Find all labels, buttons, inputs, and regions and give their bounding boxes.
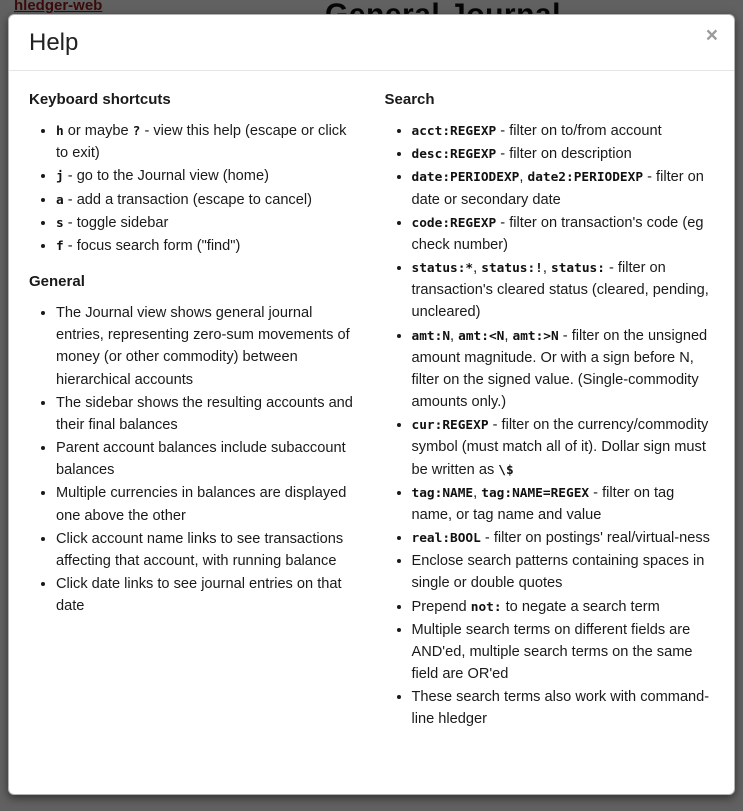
item-text: - filter on the currency/commodity symbol (must match all of it). Dollar sign must be written as bbox=[411, 417, 709, 478]
item-text: The Journal view shows general journal entries, representing zero-sum movements of money (or other commodity) between hierarchical accounts bbox=[56, 305, 350, 388]
list-item bbox=[412, 414, 715, 481]
keyboard-shortcuts-heading: Keyboard shortcuts bbox=[29, 91, 171, 108]
item-text: - filter on date or secondary date bbox=[411, 169, 704, 208]
list-item bbox=[412, 212, 715, 256]
list-item bbox=[412, 686, 715, 730]
code-term: date:PERIODEXP bbox=[411, 170, 520, 186]
list-item bbox=[412, 257, 715, 324]
modal-body bbox=[9, 71, 734, 794]
list-item bbox=[56, 302, 359, 391]
code-term: s bbox=[56, 215, 64, 231]
list-item bbox=[56, 189, 359, 211]
code-term: f bbox=[56, 238, 64, 254]
list-item bbox=[412, 596, 715, 618]
item-text: - go to the Journal view (home) bbox=[63, 168, 269, 185]
list-item bbox=[412, 120, 715, 142]
item-text: Click date links to see journal entries on that date bbox=[56, 576, 342, 615]
list-item bbox=[56, 573, 359, 617]
code-term: real:BOOL bbox=[411, 531, 481, 547]
item-text: , bbox=[473, 484, 482, 501]
code-term: \$ bbox=[498, 462, 514, 478]
search-heading: Search bbox=[384, 91, 435, 108]
code-term: status:! bbox=[481, 261, 543, 277]
code-term: code:REGEXP bbox=[411, 215, 497, 231]
item-text: - filter on description bbox=[496, 146, 632, 163]
item-text: , bbox=[519, 169, 528, 186]
item-text: , bbox=[504, 327, 513, 344]
item-text: - filter on to/from account bbox=[496, 123, 662, 139]
item-text: or maybe bbox=[63, 123, 133, 139]
item-text: , bbox=[542, 260, 551, 277]
general-list bbox=[29, 302, 359, 617]
list-item bbox=[56, 392, 359, 436]
item-text: The sidebar shows the resulting accounts and their final balances bbox=[56, 394, 353, 433]
search-list bbox=[385, 120, 715, 731]
code-term: a bbox=[56, 192, 64, 208]
item-text: - add a transaction (escape to cancel) bbox=[63, 191, 312, 208]
item-text: These search terms also work with command-line hledger bbox=[411, 689, 710, 728]
list-item bbox=[56, 120, 359, 164]
list-item bbox=[56, 212, 359, 234]
code-term: status: bbox=[551, 261, 605, 277]
code-term: cur:REGEXP bbox=[411, 418, 489, 434]
code-term: j bbox=[56, 169, 64, 185]
code-term: amt:N bbox=[411, 328, 451, 344]
code-term: status:* bbox=[411, 261, 474, 277]
item-text: - filter on transaction's code (eg check number) bbox=[411, 214, 704, 253]
list-item bbox=[412, 550, 715, 594]
list-item bbox=[412, 619, 715, 686]
code-term: date2:PERIODEXP bbox=[527, 170, 644, 186]
list-item bbox=[56, 165, 359, 187]
help-modal bbox=[8, 14, 735, 795]
item-text: - view this help (escape or click to exit) bbox=[56, 123, 347, 162]
code-term: acct:REGEXP bbox=[411, 124, 497, 139]
item-text: - filter on the unsigned amount magnitude. Or with a sign before N, filter on the signed value. (Single-commodity amounts only.) bbox=[411, 327, 708, 411]
list-item bbox=[412, 482, 715, 526]
item-text: - filter on postings' real/virtual-ness bbox=[480, 530, 710, 547]
code-term: tag:NAME bbox=[411, 485, 474, 501]
item-text: Parent account balances include subaccount balances bbox=[56, 440, 346, 479]
item-text: to negate a search term bbox=[501, 598, 660, 615]
close-icon[interactable]: × bbox=[705, 24, 718, 47]
code-term: amt:>N bbox=[512, 328, 559, 344]
list-item bbox=[412, 143, 715, 165]
item-text: - filter on transaction's cleared status (cleared, pending, uncleared) bbox=[411, 260, 709, 321]
general-heading: General bbox=[29, 273, 85, 291]
code-term: ? bbox=[132, 124, 141, 139]
code-term: desc:REGEXP bbox=[411, 147, 497, 163]
item-text: , bbox=[450, 327, 459, 344]
list-item bbox=[412, 166, 715, 210]
item-text: , bbox=[473, 260, 482, 277]
item-text: Click account name links to see transactions affecting that account, with running balance bbox=[56, 530, 344, 569]
item-text: - toggle sidebar bbox=[63, 214, 169, 231]
list-item bbox=[412, 325, 715, 414]
code-term: tag:NAME=REGEX bbox=[481, 485, 590, 501]
right-column bbox=[385, 77, 715, 778]
code-term: h bbox=[56, 124, 64, 139]
item-text: - focus search form ("find") bbox=[63, 237, 241, 254]
modal-title: Help bbox=[29, 29, 79, 56]
list-item bbox=[412, 527, 715, 549]
item-text: Enclose search patterns containing spaces in single or double quotes bbox=[411, 553, 705, 592]
list-item bbox=[56, 437, 359, 481]
modal-header bbox=[9, 15, 734, 71]
left-column bbox=[29, 77, 359, 778]
item-text: Prepend bbox=[411, 598, 471, 615]
item-text: Multiple currencies in balances are displayed one above the other bbox=[56, 485, 347, 524]
code-term: not: bbox=[470, 599, 502, 615]
list-item bbox=[56, 482, 359, 526]
list-item bbox=[56, 528, 359, 572]
code-term: amt:<N bbox=[458, 328, 505, 344]
list-item bbox=[56, 235, 359, 257]
item-text: Multiple search terms on different fields are AND'ed, multiple search terms on the same field are OR'ed bbox=[411, 621, 693, 683]
item-text: - filter on tag name, or tag name and value bbox=[411, 484, 675, 523]
keyboard-shortcuts-list bbox=[29, 120, 359, 257]
